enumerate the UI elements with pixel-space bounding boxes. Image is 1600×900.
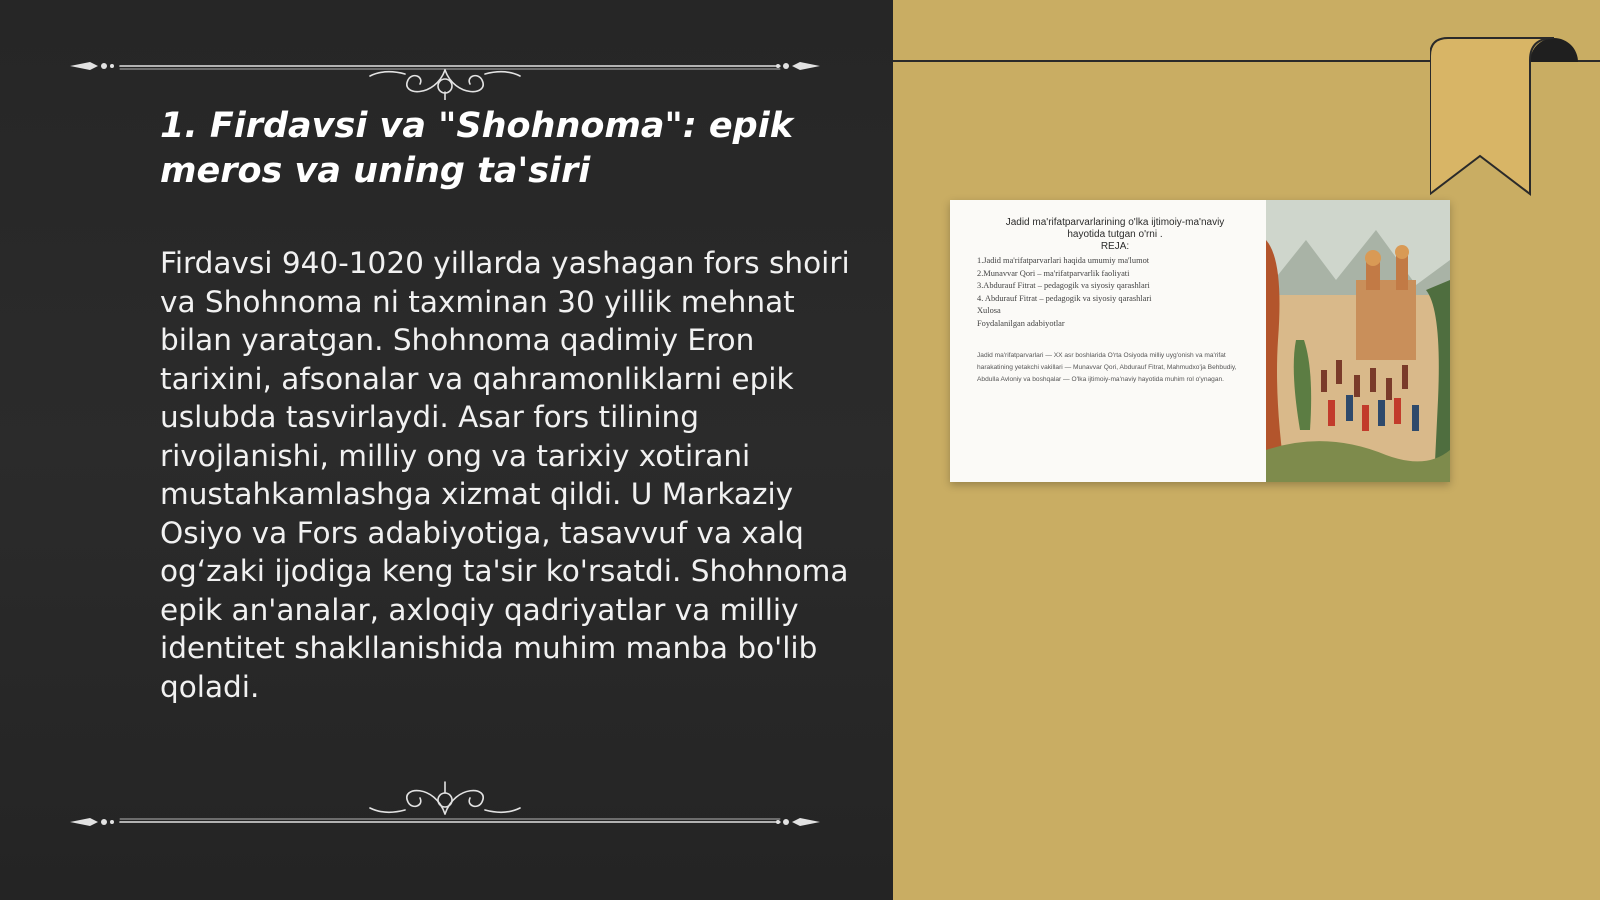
document-page (950, 200, 1266, 482)
plan-item: 3.Abdurauf Fitrat – pedagogik va siyosiy qarashlari (977, 281, 1150, 291)
document-note: Jadid ma'rifatparvarlari — XX asr boshlarida O'rta Osiyoda milliy uyg'onish va ma'rifat harakatining yetakchi vakillari — Munavvar Qori, Abdurauf Fitrat, Mahmudxo'ja Behbudiy, Abdulla Avloniy va boshqalar — O'lka ijtimoiy-ma'naviy hayotida muhim rol o'ynagan. (977, 352, 1237, 384)
slide-title: 1. Firdavsi va "Shohnoma": epik meros va uning ta'siri (160, 106, 793, 191)
plan-item: Foydalanilgan adabiyotlar (977, 318, 1065, 328)
document-heading-line: Jadid ma'rifatparvarlarining o'lka ijtimoiy-ma'naviy (1005, 217, 1225, 228)
document-plan-label: REJA: (1100, 241, 1130, 252)
city-crowd-illustration (1266, 200, 1450, 482)
document-heading-line: hayotida tutgan o'rni . (1067, 229, 1163, 240)
plan-item: 1.Jadid ma'rifatparvarlari haqida umumiy ma'lumot (977, 256, 1150, 265)
plan-item: 4. Abdurauf Fitrat – pedagogik va siyosiy qarashlari (977, 293, 1152, 303)
document-heading (980, 217, 1250, 253)
slide-body-text: Firdavsi 940-1020 yillarda yashagan fors shoiri va Shohnoma ni taxminan 30 yillik mehnat bilan yaratgan. Shohnoma qadimiy Eron tarixini, afsonalar va qahramonliklarni epik uslubda tasvirlaydi. Asar fors tilining rivojlanishi, milliy ong va tarixiy xotirani mustahkamlashga xizmat qildi. U Markaziy Osiyo va Fors adabiyotiga, tasavvuf va xalq og‘zaki ijodiga keng ta'sir ko'rsatdi. Shohnoma epik an'analar, axloqiy qadriyatlar va milliy identitet shakllanishida muhim manba bo'lib qoladi. (160, 246, 850, 704)
bottom-flourish-divider-icon (60, 770, 830, 830)
plan-item: Xulosa (977, 306, 1001, 316)
document-plan-list (977, 255, 1257, 331)
document-preview-image (950, 200, 1450, 482)
plan-item: 2.Munavvar Qori – ma'rifatparvarlik faoliyati (977, 268, 1130, 278)
ribbon-bookmark-icon (1430, 32, 1600, 202)
top-flourish-divider-icon (60, 40, 830, 100)
